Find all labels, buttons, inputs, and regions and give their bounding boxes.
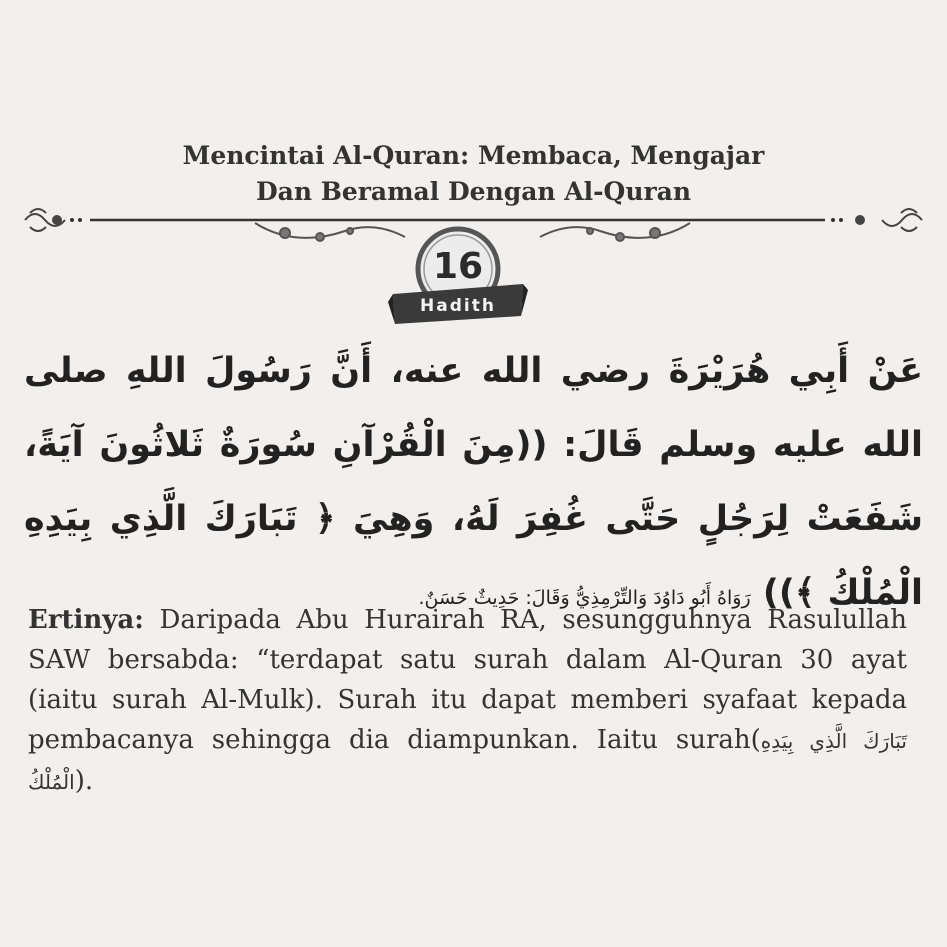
hadith-matn: عَنْ أَبِي هُرَيْرَةَ رضي الله عنه، أَنَّ رَسُولَ اللهِ صلى الله عليه وسلم قَالَ: ((مِنَ الْقُرْآنِ سُورَةٌ ثَلاثُونَ آيَةً، شَفَعَتْ لِرَجُلٍ حَتَّى غُفِرَ لَهُ، وَهِيَ ﴿ تَبَارَكَ الَّذِي بِيَدِهِ الْمُلْكُ ﴾)) (24, 351, 923, 613)
translation-inline-arabic: تَبَارَكَ الَّذِي بِيَدِهِ الْمُلْكُ (28, 729, 907, 794)
hadith-number-badge (388, 224, 528, 334)
title-line-1: Mencintai Al-Quran: Membaca, Mengajar (182, 141, 765, 170)
translation-paragraph (28, 600, 907, 802)
right-flourish-icon (856, 209, 922, 231)
translation-end: ). (74, 766, 94, 796)
hadith-narration: رَوَاهُ أَبُو دَاوُدَ وَالتِّرْمِذِيُّ وَقَالَ: حَدِيثٌ حَسَنٌ. (418, 587, 751, 609)
hadith-number: 16 (432, 246, 484, 287)
hadith-arabic-text (24, 334, 923, 635)
translation-label: Ertinya: (28, 605, 144, 635)
translation-text: Daripada Abu Hurairah RA, sesungguhnya Rasulullah SAW bersabda: “terdapat satu surah dalam Al-Quran 30 ayat (iaitu surah Al-Mulk). Surah itu dapat memberi syafaat kepada pembacanya sehingga dia diampunkan. Iaitu surah( (28, 605, 907, 755)
hadith-label: Hadith (420, 296, 496, 316)
left-flourish-icon (25, 209, 65, 231)
title-line-2: Dan Beramal Dengan Al-Quran (255, 177, 692, 206)
